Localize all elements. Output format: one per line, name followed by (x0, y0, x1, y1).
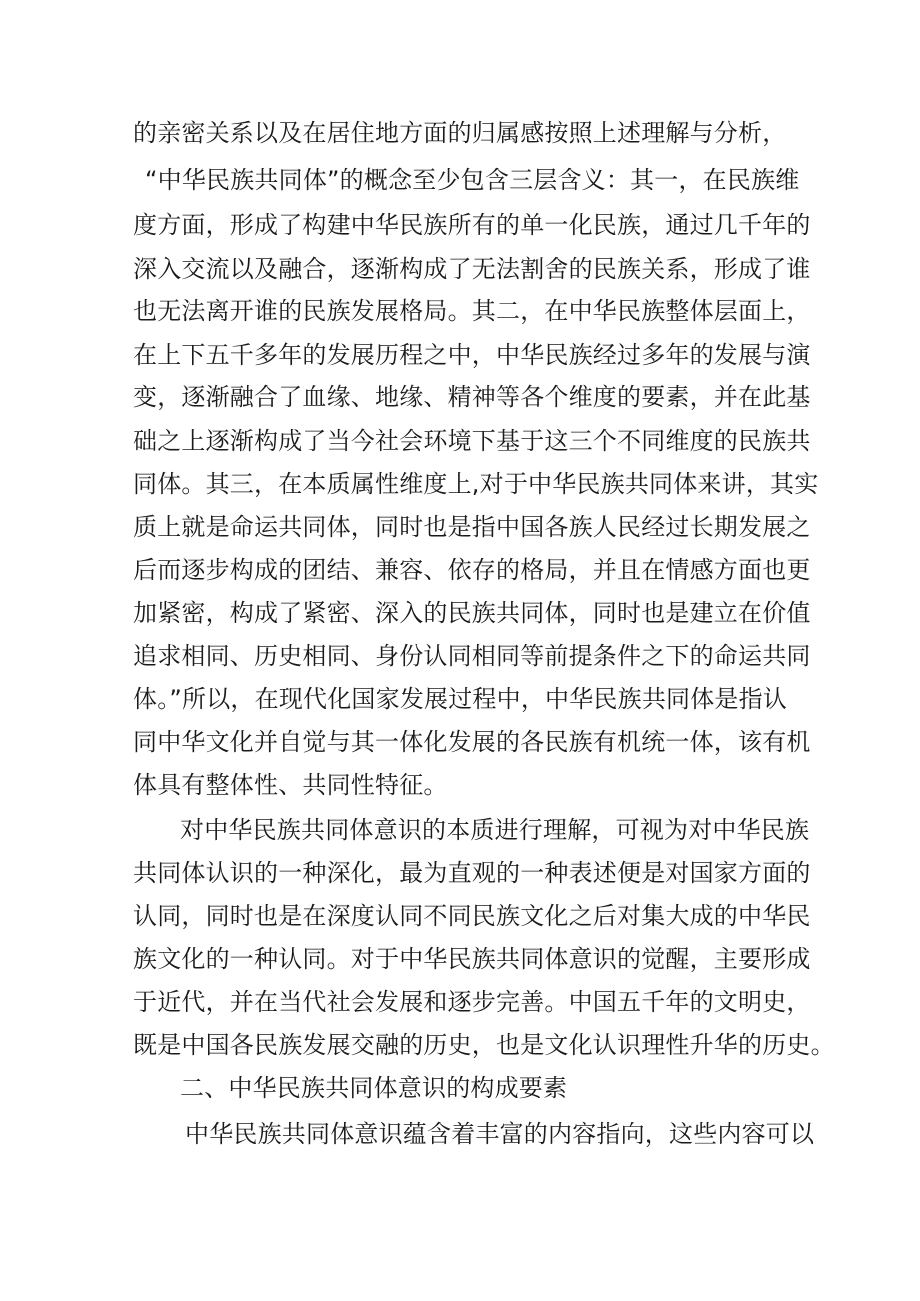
text-line: 于近代，并在当代社会发展和逐步完善。中国五千年的文明史， (133, 988, 811, 1016)
text-line: 深入交流以及融合，逐渐构成了无法割舍的民族关系，形成了谁 (133, 255, 811, 283)
text-line: 在上下五千多年的发展历程之中，中华民族经过多年的发展与演 (133, 341, 811, 369)
text-line: 共同体认识的一种深化，最为直观的一种表述便是对国家方面的 (133, 859, 811, 887)
text-line: 体具有整体性、共同性特征。 (133, 771, 448, 799)
text-line: 追求相同、历史相同、身份认同相同等前提条件之下的命运共同 (133, 642, 811, 670)
text-line: 础之上逐渐构成了当今社会环境下基于这三个不同维度的民族共 (133, 427, 811, 455)
text-line: 也无法离开谁的民族发展格局。其二，在中华民族整体层面上， (133, 297, 811, 325)
text-line: “中华民族共同体”的概念至少包含三层含义：其一，在民族维 (145, 166, 800, 194)
text-line: 同中华文化并自觉与其一体化发展的各民族有机统一体，该有机 (133, 728, 811, 756)
text-line: 度方面，形成了构建中华民族所有的单一化民族，通过几千年的 (133, 211, 811, 239)
text-line: 体。”所以，在现代化国家发展过程中，中华民族共同体是指认 (133, 685, 788, 713)
text-line: 对中华民族共同体意识的本质进行理解，可视为对中华民族 (180, 816, 810, 844)
text-line: 后而逐步构成的团结、兼容、依存的格局，并且在情感方面也更 (133, 556, 811, 584)
text-line: 既是中国各民族发展交融的历史，也是文化认识理性升华的历史。 (133, 1031, 835, 1059)
text-line: 认同，同时也是在深度认同不同民族文化之后对集大成的中华民 (133, 902, 811, 930)
text-line: 族文化的一种认同。对于中华民族共同体意识的觉醒，主要形成 (133, 945, 811, 973)
text-line: 加紧密，构成了紧密、深入的民族共同体，同时也是建立在价值 (133, 599, 811, 627)
section-heading: 二、中华民族共同体意识的构成要素 (180, 1074, 568, 1102)
text-line: 中华民族共同体意识蕴含着丰富的内容指向，这些内容可以 (185, 1120, 815, 1148)
text-line: 的亲密关系以及在居住地方面的归属感按照上述理解与分析， (133, 119, 787, 147)
text-line: 质上就是命运共同体，同时也是指中国各族人民经过长期发展之 (133, 513, 811, 541)
text-line: 同体。其三，在本质属性维度上,对于中华民族共同体来讲，其实 (133, 470, 819, 498)
text-line: 变，逐渐融合了血缘、地缘、精神等各个维度的要素，并在此基 (133, 383, 811, 411)
